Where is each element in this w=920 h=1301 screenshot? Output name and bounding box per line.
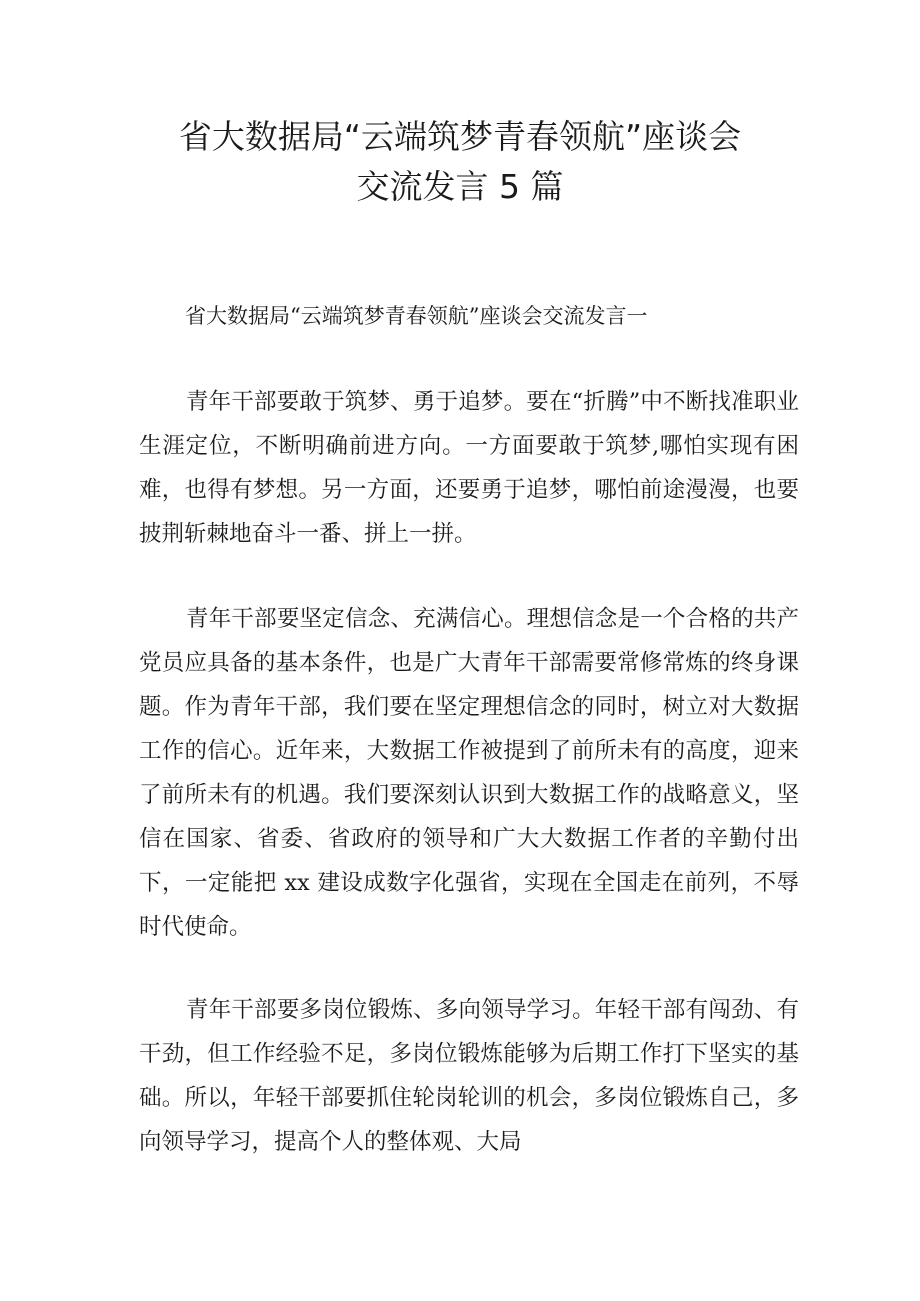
section-heading: 省大数据局“云端筑梦青春领航”座谈会交流发言一 [185, 304, 648, 328]
document-title-line-2: 交流发言 5 篇 [356, 167, 564, 206]
paragraph-1: 青年干部要敢于筑梦、勇于追梦。要在“折腾”中不断找准职业生涯定位，不断明确前进方向。一方面要敢于筑梦,哪怕实现有困难，也得有梦想。另一方面，还要勇于追梦，哪怕前途漫漫，也要披荆斩棘地奋斗一番、拼上一拼。 [139, 389, 799, 547]
paragraph-2: 青年干部要坚定信念、充满信心。理想信念是一个合格的共产党员应具备的基本条件，也是广大青年干部需要常修常炼的终身课题。作为青年干部，我们要在坚定理想信念的同时，树立对大数据工作的信心。近年来，大数据工作被提到了前所未有的高度，迎来了前所未有的机遇。我们要深刻认识到大数据工作的战略意义，坚信在国家、省委、省政府的领导和广大大数据工作者的辛勤付出下，一定能把 xx 建设成数字化强省，实现在全国走在前列，不辱时代使命。 [139, 606, 799, 940]
document-title-line-1: 省大数据局“云端筑梦青春领航”座谈会 [178, 117, 742, 156]
document-title [0, 112, 920, 212]
paragraph-3: 青年干部要多岗位锻炼、多向领导学习。年轻干部有闯劲、有干劲，但工作经验不足，多岗位锻炼能够为后期工作打下坚实的基础。所以，年轻干部要抓住轮岗轮训的机会，多岗位锻炼自己，多向领导学习，提高个人的整体观、大局 [139, 997, 799, 1155]
